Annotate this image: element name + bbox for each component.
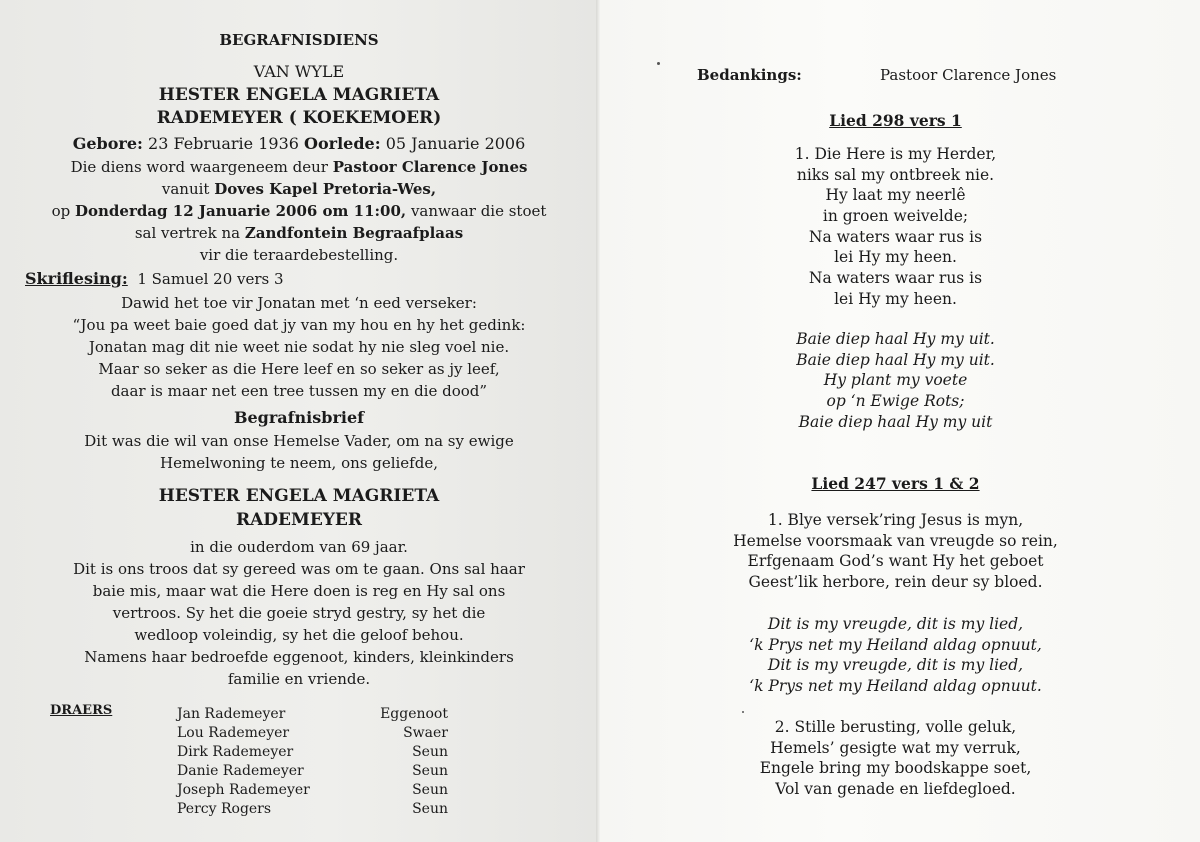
- letter-name-line1: HESTER ENGELA MAGRIETA: [158, 486, 440, 506]
- hymn-chorus-line: Baie diep haal Hy my uit.: [796, 350, 995, 369]
- hymn1-title: Lied 298 vers 1: [829, 111, 962, 130]
- bearer-row: [0, 801, 598, 820]
- scripture-text-line: Maar so seker as die Here leef en so seker as jy leef,: [98, 360, 500, 378]
- bearer-relation: Eggenoot: [380, 706, 448, 722]
- hymn-line: Hemelse voorsmaak van vreugde so rein,: [733, 531, 1058, 550]
- bearer-name: Jan Rademeyer: [177, 706, 286, 722]
- hymn-chorus-line: Dit is my vreugde, dit is my lied,: [767, 656, 1024, 675]
- thanks-label: Bedankings:: [697, 66, 802, 84]
- bearer-relation: Seun: [412, 801, 448, 817]
- hymn-line: lei Hy my heen.: [834, 248, 957, 267]
- hymn-line: Engele bring my boodskappe soet,: [759, 759, 1032, 778]
- dates-line: [0, 134, 598, 153]
- hymn1-chorus: [598, 329, 1193, 432]
- bearer-row: [0, 725, 598, 744]
- letter-body-line: wedloop voleindig, sy het die geloof behou.: [134, 626, 464, 644]
- letter-title: Begrafnisbrief: [233, 408, 365, 427]
- service-venue: Doves Kapel Pretoria-Wes,: [214, 180, 437, 198]
- hymn-line: 1. Blye versek’ring Jesus is myn,: [767, 511, 1024, 529]
- speck-mark: [742, 711, 744, 713]
- scripture-label: Skriflesing:: [25, 269, 128, 288]
- scripture-text-line: Jonatan mag dit nie weet nie sodat hy nie sleg voel nie.: [88, 338, 510, 356]
- service-line1: [0, 158, 598, 176]
- born-label: Gebore:: [72, 134, 143, 153]
- bearer-name: Danie Rademeyer: [177, 763, 304, 779]
- hymn-line: in groen weivelde;: [822, 207, 969, 226]
- hymn-chorus-line: ‘k Prys net my Heiland aldag opnuut.: [749, 677, 1042, 696]
- scripture-text-line: daar is maar net een tree tussen my en die dood”: [110, 382, 488, 400]
- bearer-name: Lou Rademeyer: [177, 725, 290, 741]
- letter-intro-line: Hemelwoning te neem, ons geliefde,: [160, 454, 438, 472]
- scripture-reference: 1 Samuel 20 vers 3: [137, 270, 284, 288]
- hymn2-chorus: [598, 614, 1193, 697]
- scripture-text-line: Dawid het toe vir Jonatan met ‘n eed verseker:: [121, 294, 477, 312]
- service-officiant-name: Pastoor Clarence Jones: [332, 158, 528, 176]
- letter-body-line: Dit is ons troos dat sy gereed was om te gaan. Ons sal haar: [73, 560, 525, 578]
- died-value: 05 Januarie 2006: [385, 134, 526, 153]
- hymn-chorus-line: Dit is my vreugde, dit is my lied,: [767, 615, 1024, 633]
- hymn2-verse2: [598, 717, 1193, 800]
- service-date-prefix: op: [51, 202, 71, 220]
- scripture-line: [25, 269, 284, 288]
- hymn-chorus-line: Baie diep haal Hy my uit: [798, 412, 993, 431]
- hymn-chorus-line: Baie diep haal Hy my uit.: [796, 330, 995, 348]
- hymn-line: Vol van genade en liefdegloed.: [775, 780, 1016, 799]
- letter-body-line: Namens haar bedroefde eggenoot, kinders, kleinkinders: [84, 648, 514, 666]
- hymn-line: 2. Stille berusting, volle geluk,: [774, 718, 1017, 736]
- hymn-line: Geest’lik herbore, rein deur sy bloed.: [748, 573, 1043, 592]
- speck-mark: [657, 62, 660, 65]
- service-heading: BEGRAFNISDIENS: [219, 31, 379, 49]
- hymn2-verse1: [598, 510, 1193, 593]
- hymn-line: lei Hy my heen.: [834, 289, 957, 308]
- van-wyle-label: VAN WYLE: [253, 62, 345, 81]
- hymn2-title: Lied 247 vers 1 & 2: [811, 474, 980, 493]
- bearer-row: [0, 782, 598, 801]
- hymn-line: Erfgenaam God’s want Hy het geboet: [747, 552, 1044, 571]
- cemetery-prefix: sal vertrek na: [134, 224, 241, 242]
- letter-body-line: baie mis, maar wat die Here doen is reg en Hy sal ons: [92, 582, 506, 600]
- letter-name-line2: RADEMEYER: [235, 510, 362, 530]
- bearer-row: [0, 763, 598, 782]
- bearer-relation: Seun: [412, 744, 448, 760]
- cemetery-name: Zandfontein Begraafplaas: [244, 224, 464, 242]
- letter-intro-line: Dit was die wil van onse Hemelse Vader, om na sy ewige: [84, 432, 514, 450]
- bearer-name: Joseph Rademeyer: [177, 782, 310, 798]
- deceased-name-line2: RADEMEYER ( KOEKEMOER): [156, 108, 442, 128]
- letter-body-line: familie en vriende.: [227, 670, 371, 688]
- service-line2: [0, 180, 598, 198]
- born-value: 23 Februarie 1936: [148, 134, 299, 153]
- bearer-name: Dirk Rademeyer: [177, 744, 294, 760]
- hymn-line: 1. Die Here is my Herder,: [794, 145, 997, 163]
- hymn-line: Hemels’ gesigte wat my verruk,: [770, 738, 1021, 757]
- scripture-text-line: “Jou pa weet baie goed dat jy van my hou en hy het gedink:: [72, 316, 526, 334]
- hymn-chorus-line: ‘k Prys net my Heiland aldag opnuut,: [749, 635, 1042, 654]
- service-line3: [0, 202, 598, 220]
- hymn-line: Na waters waar rus is: [808, 269, 983, 288]
- bearer-relation: Swaer: [403, 725, 448, 741]
- hymn1-verse: [598, 144, 1193, 310]
- bearer-relation: Seun: [412, 782, 448, 798]
- letter-body-line: vertroos. Sy het die goeie stryd gestry, sy het die: [112, 604, 486, 622]
- hymn-line: Hy laat my neerlê: [825, 186, 966, 205]
- service-date: Donderdag 12 Januarie 2006 om 11:00,: [75, 202, 407, 220]
- deceased-name-line1: HESTER ENGELA MAGRIETA: [158, 85, 440, 105]
- letter-body-line: in die ouderdom van 69 jaar.: [190, 538, 408, 556]
- hymn-chorus-line: op ‘n Ewige Rots;: [826, 392, 965, 411]
- hymn-line: Na waters waar rus is: [808, 227, 983, 246]
- bearer-row: [0, 744, 598, 763]
- thanks-value: Pastoor Clarence Jones: [880, 66, 1057, 84]
- service-date-suffix: vanwaar die stoet: [410, 202, 547, 220]
- hymn-line: niks sal my ontbreek nie.: [796, 165, 995, 184]
- bearer-row: [0, 706, 598, 725]
- bearer-name: Percy Rogers: [177, 801, 272, 817]
- hymn-chorus-line: Hy plant my voete: [823, 371, 968, 390]
- service-venue-prefix: vanuit: [161, 180, 210, 198]
- bearer-relation: Seun: [412, 763, 448, 779]
- bearers-label: DRAERS: [50, 703, 113, 718]
- service-line4: [0, 224, 598, 242]
- died-label: Oorlede:: [304, 134, 381, 153]
- service-officiant-prefix: Die diens word waargeneem deur: [70, 158, 328, 176]
- service-line5: vir die teraardebestelling.: [199, 246, 399, 264]
